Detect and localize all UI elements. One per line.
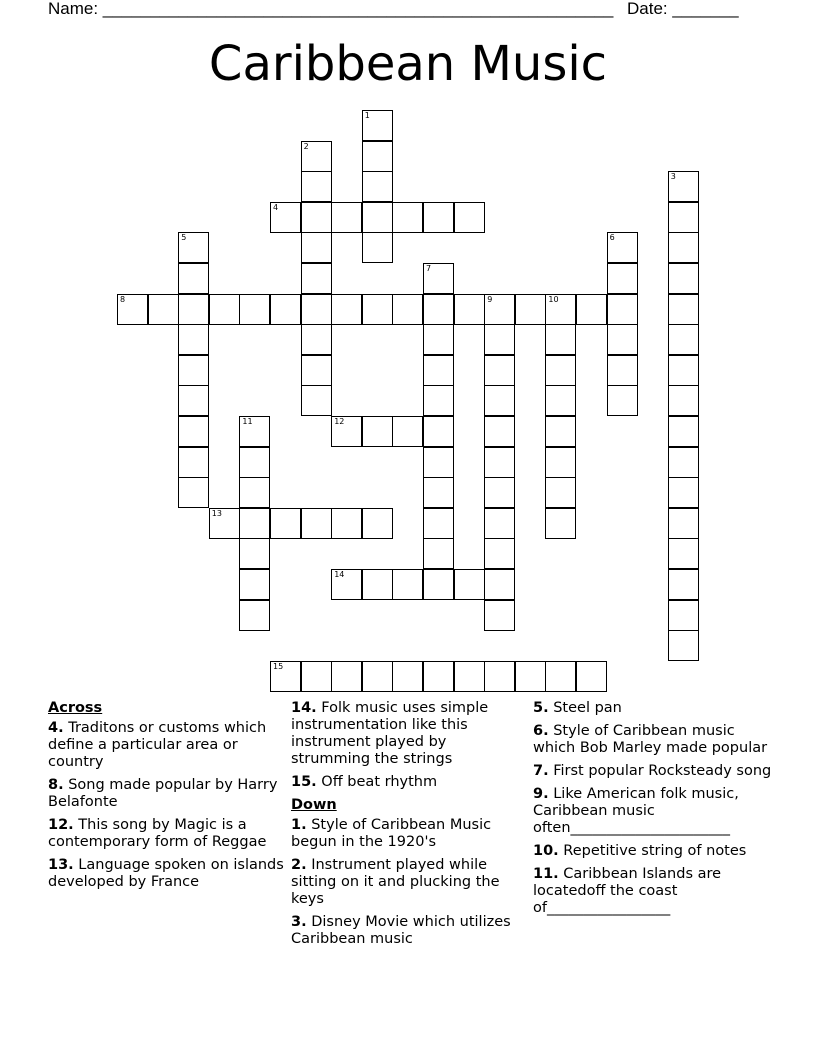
grid-cell[interactable] bbox=[239, 447, 270, 478]
grid-cell[interactable] bbox=[484, 600, 515, 631]
grid-cell[interactable] bbox=[607, 294, 638, 325]
grid-cell[interactable] bbox=[668, 202, 699, 233]
grid-cell[interactable] bbox=[301, 324, 332, 355]
grid-cell[interactable] bbox=[392, 416, 423, 447]
grid-cell[interactable] bbox=[545, 447, 576, 478]
grid-cell[interactable] bbox=[545, 477, 576, 508]
clue-text: First popular Rocksteady song bbox=[553, 763, 772, 779]
clue-text: Song made popular by Harry Belafonte bbox=[48, 777, 278, 810]
grid-cell[interactable] bbox=[362, 416, 393, 447]
grid-cell[interactable] bbox=[392, 202, 423, 233]
clue-text: Folk music uses simple instrumentation like this instrument played by strumming the strings bbox=[291, 700, 489, 767]
clue-text: Like American folk music, Caribbean music often______________________ bbox=[533, 786, 739, 836]
across-heading: Across bbox=[48, 700, 103, 716]
clue bbox=[48, 777, 284, 811]
grid-cell[interactable] bbox=[301, 385, 332, 416]
grid-cell[interactable] bbox=[239, 600, 270, 631]
grid-cell[interactable] bbox=[148, 294, 179, 325]
grid-cell[interactable] bbox=[178, 324, 209, 355]
grid-cell[interactable] bbox=[545, 355, 576, 386]
clue-number: 10 bbox=[548, 294, 559, 304]
grid-cell[interactable] bbox=[484, 416, 515, 447]
grid-cell[interactable] bbox=[239, 477, 270, 508]
grid-cell[interactable] bbox=[362, 141, 393, 172]
clue-label: 8. bbox=[48, 777, 64, 793]
clue-label: 6. bbox=[533, 723, 549, 739]
grid-cell[interactable] bbox=[668, 385, 699, 416]
grid-cell[interactable] bbox=[392, 569, 423, 600]
clue bbox=[291, 914, 523, 948]
clue-text: Style of Caribbean Music begun in the 1920's bbox=[291, 817, 492, 850]
clue-number: 7 bbox=[426, 264, 432, 273]
grid-cell[interactable] bbox=[607, 385, 638, 416]
grid-cell[interactable] bbox=[362, 232, 393, 263]
clue-label: 9. bbox=[533, 786, 549, 802]
grid-cell[interactable] bbox=[668, 324, 699, 355]
grid-cell[interactable] bbox=[454, 569, 485, 600]
grid-cell[interactable] bbox=[668, 447, 699, 478]
clue-number: 4 bbox=[273, 202, 279, 212]
grid-cell[interactable] bbox=[239, 294, 270, 325]
grid-cell[interactable] bbox=[178, 416, 209, 447]
grid-cell[interactable] bbox=[301, 202, 332, 233]
grid-cell[interactable] bbox=[423, 477, 454, 508]
grid-cell[interactable] bbox=[607, 232, 638, 263]
clue-number: 3 bbox=[670, 172, 676, 182]
grid-cell[interactable] bbox=[178, 447, 209, 478]
clue-text: Style of Caribbean music which Bob Marley made popular bbox=[533, 723, 768, 756]
grid-cell[interactable] bbox=[423, 324, 454, 355]
clue-text: Traditons or customs which define a particular area or country bbox=[48, 720, 267, 770]
grid-cell[interactable] bbox=[362, 171, 393, 202]
clue-number: 11 bbox=[242, 417, 253, 426]
date-field[interactable]: Date: _______ bbox=[627, 0, 739, 18]
clue bbox=[48, 720, 284, 771]
grid-cell[interactable] bbox=[301, 508, 332, 539]
grid-cell[interactable] bbox=[331, 508, 362, 539]
clue bbox=[291, 817, 523, 851]
grid-cell[interactable] bbox=[178, 385, 209, 416]
grid-cell[interactable] bbox=[545, 324, 576, 355]
grid-cell[interactable] bbox=[423, 538, 454, 569]
clue-label: 12. bbox=[48, 817, 74, 833]
grid-cell[interactable] bbox=[362, 110, 393, 141]
grid-cell[interactable] bbox=[668, 171, 699, 202]
clue bbox=[533, 786, 773, 837]
clue bbox=[291, 700, 523, 768]
grid-cell[interactable] bbox=[178, 294, 209, 325]
grid-cell[interactable] bbox=[423, 447, 454, 478]
clue-text: Repetitive string of notes bbox=[563, 843, 747, 859]
grid-cell[interactable] bbox=[117, 294, 148, 325]
grid-cell[interactable] bbox=[668, 569, 699, 600]
grid-cell[interactable] bbox=[423, 263, 454, 294]
grid-cell[interactable] bbox=[423, 202, 454, 233]
clue bbox=[291, 857, 523, 908]
grid-cell[interactable] bbox=[362, 661, 393, 692]
clue-text: Caribbean Islands are locatedoff the coast of_________________ bbox=[533, 866, 722, 916]
clue bbox=[533, 763, 773, 780]
grid-cell[interactable] bbox=[484, 508, 515, 539]
grid-cell[interactable] bbox=[270, 294, 301, 325]
grid-cell[interactable] bbox=[545, 661, 576, 692]
grid-cell[interactable] bbox=[331, 569, 362, 600]
clue-number: 1 bbox=[364, 111, 370, 120]
grid-cell[interactable] bbox=[423, 569, 454, 600]
grid-cell[interactable] bbox=[301, 661, 332, 692]
grid-cell[interactable] bbox=[515, 294, 546, 325]
grid-cell[interactable] bbox=[576, 294, 607, 325]
clue-label: 4. bbox=[48, 720, 64, 736]
clue-text: Language spoken on islands developed by France bbox=[48, 857, 284, 890]
clue-label: 3. bbox=[291, 914, 307, 930]
clue bbox=[533, 866, 773, 917]
grid-cell[interactable] bbox=[545, 416, 576, 447]
grid-cell[interactable] bbox=[301, 294, 332, 325]
grid-cell[interactable] bbox=[484, 538, 515, 569]
grid-cell[interactable] bbox=[362, 294, 393, 325]
grid-cell[interactable] bbox=[484, 355, 515, 386]
grid-cell[interactable] bbox=[515, 661, 546, 692]
grid-cell[interactable] bbox=[239, 538, 270, 569]
clues-column-1 bbox=[48, 700, 284, 897]
clue bbox=[533, 843, 773, 860]
grid-cell[interactable] bbox=[607, 324, 638, 355]
grid-cell[interactable] bbox=[362, 202, 393, 233]
grid-cell[interactable] bbox=[270, 508, 301, 539]
clue-label: 14. bbox=[291, 700, 317, 716]
clue-number: 12 bbox=[334, 417, 345, 426]
grid-cell[interactable] bbox=[239, 508, 270, 539]
grid-cell[interactable] bbox=[545, 508, 576, 539]
grid-cell[interactable] bbox=[239, 416, 270, 447]
grid-cell[interactable] bbox=[607, 263, 638, 294]
grid-cell[interactable] bbox=[178, 355, 209, 386]
clue bbox=[48, 857, 284, 891]
grid-cell[interactable] bbox=[209, 294, 240, 325]
clue bbox=[533, 700, 773, 717]
name-field[interactable]: Name: ______________________________________________________ bbox=[48, 0, 614, 18]
grid-cell[interactable] bbox=[209, 508, 240, 539]
grid-cell[interactable] bbox=[454, 202, 485, 233]
grid-cell[interactable] bbox=[423, 508, 454, 539]
grid-cell[interactable] bbox=[454, 661, 485, 692]
grid-cell[interactable] bbox=[668, 294, 699, 325]
grid-cell[interactable] bbox=[423, 661, 454, 692]
grid-cell[interactable] bbox=[607, 355, 638, 386]
grid-cell[interactable] bbox=[331, 294, 362, 325]
clue-label: 13. bbox=[48, 857, 74, 873]
grid-cell[interactable] bbox=[331, 416, 362, 447]
clue-number: 14 bbox=[334, 570, 345, 579]
grid-cell[interactable] bbox=[362, 508, 393, 539]
clue-number: 5 bbox=[181, 233, 187, 243]
grid-cell[interactable] bbox=[392, 294, 423, 325]
grid-cell[interactable] bbox=[178, 232, 209, 263]
grid-cell[interactable] bbox=[392, 661, 423, 692]
page-title: Caribbean Music bbox=[208, 36, 608, 92]
grid-cell[interactable] bbox=[270, 661, 301, 692]
clue-number: 6 bbox=[609, 233, 615, 243]
clue-number: 15 bbox=[273, 661, 284, 671]
grid-cell[interactable] bbox=[301, 232, 332, 263]
clue-label: 5. bbox=[533, 700, 549, 716]
grid-cell[interactable] bbox=[484, 324, 515, 355]
clue bbox=[533, 723, 773, 757]
grid-cell[interactable] bbox=[301, 171, 332, 202]
down-heading: Down bbox=[291, 797, 337, 813]
clue-text: Off beat rhythm bbox=[321, 774, 438, 790]
grid-cell[interactable] bbox=[484, 661, 515, 692]
clue bbox=[48, 817, 284, 851]
clue-label: 10. bbox=[533, 843, 559, 859]
grid-cell[interactable] bbox=[239, 569, 270, 600]
grid-cell[interactable] bbox=[270, 202, 301, 233]
grid-cell[interactable] bbox=[301, 355, 332, 386]
clue bbox=[291, 774, 523, 791]
grid-cell[interactable] bbox=[362, 569, 393, 600]
grid-cell[interactable] bbox=[484, 477, 515, 508]
clue-number: 9 bbox=[487, 294, 493, 304]
clue-label: 15. bbox=[291, 774, 317, 790]
clue-number: 13 bbox=[211, 508, 222, 518]
grid-cell[interactable] bbox=[423, 416, 454, 447]
grid-cell[interactable] bbox=[423, 385, 454, 416]
clue-text: This song by Magic is a contemporary form of Reggae bbox=[48, 817, 267, 850]
clue-label: 7. bbox=[533, 763, 549, 779]
clue-text: Instrument played while sitting on it and plucking the keys bbox=[291, 857, 500, 907]
grid-cell[interactable] bbox=[423, 294, 454, 325]
grid-cell[interactable] bbox=[668, 263, 699, 294]
grid-cell[interactable] bbox=[301, 263, 332, 294]
clue-text: Disney Movie which utilizes Caribbean music bbox=[291, 914, 511, 947]
grid-cell[interactable] bbox=[668, 232, 699, 263]
clue-text: Steel pan bbox=[553, 700, 622, 716]
clues-column-2 bbox=[291, 700, 523, 954]
grid-cell[interactable] bbox=[484, 294, 515, 325]
clue-label: 2. bbox=[291, 857, 307, 873]
grid-cell[interactable] bbox=[423, 355, 454, 386]
grid-cell[interactable] bbox=[668, 416, 699, 447]
grid-cell[interactable] bbox=[668, 630, 699, 661]
grid-cell[interactable] bbox=[301, 141, 332, 172]
grid-cell[interactable] bbox=[576, 661, 607, 692]
grid-cell[interactable] bbox=[484, 385, 515, 416]
clue-label: 11. bbox=[533, 866, 559, 882]
grid-cell[interactable] bbox=[454, 294, 485, 325]
clue-number: 8 bbox=[120, 294, 126, 304]
grid-cell[interactable] bbox=[484, 569, 515, 600]
clues-column-3 bbox=[533, 700, 773, 923]
grid-cell[interactable] bbox=[668, 538, 699, 569]
grid-cell[interactable] bbox=[178, 263, 209, 294]
grid-cell[interactable] bbox=[331, 661, 362, 692]
grid-cell[interactable] bbox=[668, 508, 699, 539]
grid-cell[interactable] bbox=[668, 355, 699, 386]
grid-cell[interactable] bbox=[668, 600, 699, 631]
grid-cell[interactable] bbox=[331, 202, 362, 233]
grid-cell[interactable] bbox=[484, 447, 515, 478]
grid-cell[interactable] bbox=[545, 294, 576, 325]
clue-label: 1. bbox=[291, 817, 307, 833]
grid-cell[interactable] bbox=[545, 385, 576, 416]
clue-number: 2 bbox=[303, 141, 309, 151]
grid-cell[interactable] bbox=[668, 477, 699, 508]
grid-cell[interactable] bbox=[178, 477, 209, 508]
